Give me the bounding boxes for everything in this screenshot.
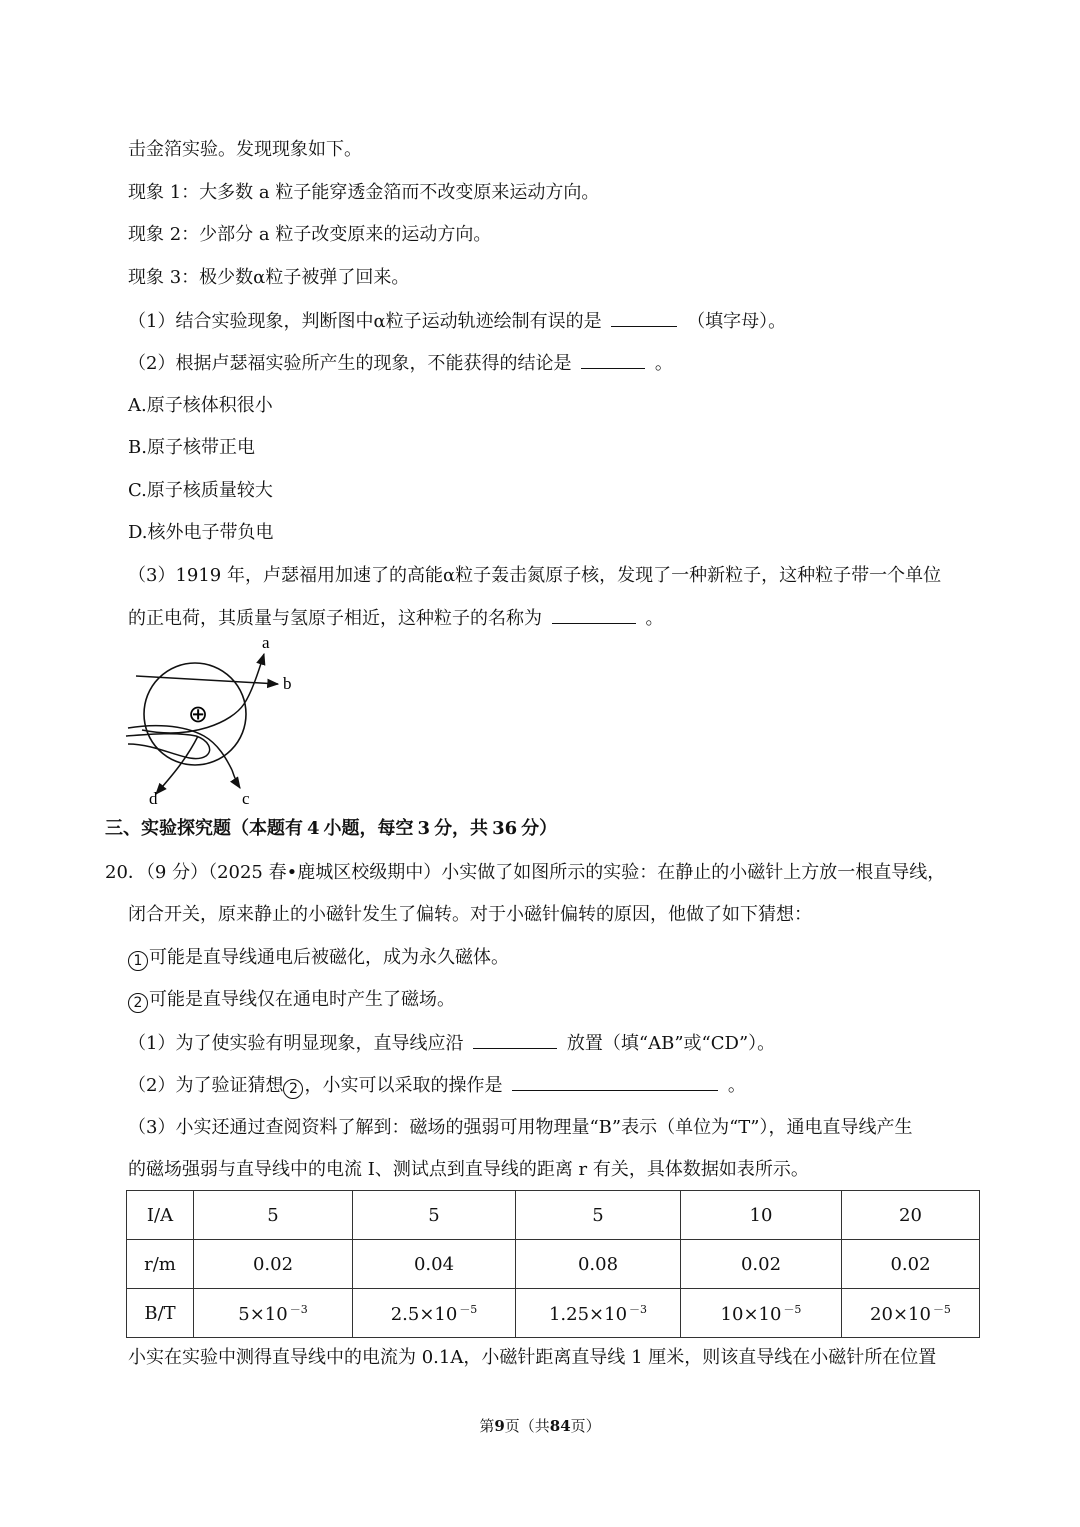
table-cell: 0.02 (194, 1240, 353, 1289)
table-row-field (127, 1289, 980, 1338)
table-cell (516, 1289, 681, 1338)
question-2-suffix: 。 (654, 353, 673, 374)
answer-blank-5[interactable] (512, 1072, 718, 1091)
q20-sub-3-line-2: 的磁场强弱与直导线中的电流 I、测试点到直导线的距离 r 有关，具体数据如表所示。 (128, 1159, 809, 1180)
table-cell: 0.02 (681, 1240, 842, 1289)
q20-sub-2-text-2: ，小实可以采取的操作是 (304, 1075, 503, 1096)
q20-sub-2-text: （2）为了验证猜想 (128, 1075, 284, 1096)
nucleus-icon: ⊕ (187, 700, 209, 728)
section-heading (105, 816, 557, 842)
q20-sub-3-line-1: （3）小实还通过查阅资料了解到：磁场的强弱可用物理量“B”表示（单位为“T”），通电直导线产生 (128, 1117, 913, 1138)
question-1-text: （1）结合实验现象，判断图中α粒子运动轨迹绘制有误的是 (128, 311, 602, 332)
option-c: C.原子核质量较大 (128, 480, 273, 501)
q20-continuation: 小实在实验中测得直导线中的电流为 0.1A，小磁针距离直导线 1 厘米，则该直导线在小磁针所在位置 (128, 1347, 937, 1368)
text-phenomenon-2: 现象 2：少部分 a 粒子改变原来的运动方向。 (128, 224, 492, 245)
table-header-cell: B/T (127, 1289, 194, 1338)
guess-1-number: 1 (128, 951, 148, 971)
guess-2 (128, 987, 455, 1013)
table-cell (842, 1289, 980, 1338)
section-heading-text-2: 小题，每空 (323, 818, 414, 839)
question-1-suffix: （填字母）。 (687, 311, 787, 332)
table-cell: 0.04 (353, 1240, 516, 1289)
label-c: c (242, 789, 250, 808)
option-a: A.原子核体积很小 (128, 395, 273, 416)
page-total: 84 (549, 1417, 571, 1435)
question-3-suffix: 。 (645, 608, 664, 629)
option-b: B.原子核带正电 (128, 437, 255, 458)
answer-blank-1[interactable] (611, 308, 677, 327)
guess-1-text: 可能是直导线通电后被磁化，成为永久磁体。 (149, 947, 509, 968)
question-3-line-2 (128, 605, 663, 632)
guess-2-number: 2 (128, 993, 148, 1013)
q20-line-1: 20．（9 分）（2025 春•鹿城区校级期中）小实做了如图所示的实验：在静止的小磁针上方放一根直导线， (105, 862, 946, 883)
table-cell: 0.02 (842, 1240, 980, 1289)
section-heading-text-4: 分） (521, 818, 558, 839)
table-row-current (127, 1191, 980, 1240)
label-d: d (149, 789, 158, 808)
field-value: 1.25×10 (548, 1304, 628, 1325)
data-table (126, 1190, 980, 1338)
page-number: 9 (494, 1417, 505, 1435)
table-cell (681, 1289, 842, 1338)
section-heading-text: 三、实验探究题（本题有 (105, 818, 303, 839)
table-cell (194, 1289, 353, 1338)
question-3-line-1: （3）1919 年，卢瑟福用加速了的高能α粒子轰击氮原子核，发现了一种新粒子，这种粒子带一个单位 (128, 565, 942, 586)
question-2 (128, 350, 673, 377)
guess-1 (128, 945, 509, 971)
field-exponent: －5 (783, 1303, 802, 1316)
question-3-text: 的正电荷，其质量与氢原子相近，这种粒子的名称为 (128, 608, 542, 629)
section-points-per-blank: 3 (417, 818, 431, 839)
q20-sub-2 (128, 1072, 746, 1099)
footer-text-2: 页（共 (504, 1417, 550, 1435)
q20-sub-1 (128, 1030, 775, 1057)
table-cell: 20 (842, 1191, 980, 1240)
table-cell: 5 (194, 1191, 353, 1240)
field-value: 2.5×10 (390, 1304, 458, 1325)
field-value: 20×10 (870, 1304, 931, 1325)
section-question-count: 4 (307, 818, 320, 839)
field-exponent: －3 (629, 1303, 648, 1316)
question-2-text: （2）根据卢瑟福实验所产生的现象，不能获得的结论是 (128, 353, 572, 374)
table-cell: 5 (353, 1191, 516, 1240)
question-1 (128, 308, 786, 335)
label-a: a (262, 633, 270, 652)
field-exponent: －3 (289, 1303, 308, 1316)
table-cell: 5 (516, 1191, 681, 1240)
label-b: b (283, 674, 292, 693)
alpha-scattering-figure (122, 632, 322, 812)
answer-blank-2[interactable] (581, 350, 645, 369)
field-value: 10×10 (720, 1304, 782, 1325)
field-value: 5×10 (238, 1304, 288, 1325)
text-line-1: 击金箔实验。发现现象如下。 (128, 139, 362, 160)
q20-sub-1-suffix: 放置（填“AB”或“CD”）。 (566, 1033, 776, 1054)
q20-sub-1-text: （1）为了使实验有明显现象，直导线应沿 (128, 1033, 464, 1054)
section-heading-text-3: 分，共 (434, 818, 489, 839)
option-d: D.核外电子带负电 (128, 522, 274, 543)
table-header-cell: r/m (127, 1240, 194, 1289)
table-header-cell: I/A (127, 1191, 194, 1240)
table-cell: 10 (681, 1191, 842, 1240)
q20-sub-2-suffix: 。 (727, 1075, 746, 1096)
text-phenomenon-3: 现象 3：极少数α粒子被弹了回来。 (128, 267, 410, 288)
answer-blank-4[interactable] (473, 1030, 557, 1049)
guess-2-ref: 2 (283, 1079, 303, 1099)
page-footer (0, 1416, 1080, 1436)
table-cell (353, 1289, 516, 1338)
footer-text: 第 (479, 1417, 495, 1435)
table-cell: 0.08 (516, 1240, 681, 1289)
field-exponent: －5 (932, 1303, 951, 1316)
footer-text-3: 页） (570, 1417, 601, 1435)
text-phenomenon-1: 现象 1：大多数 a 粒子能穿透金箔而不改变原来运动方向。 (128, 182, 600, 203)
q20-line-2: 闭合开关，原来静止的小磁针发生了偏转。对于小磁针偏转的原因，他做了如下猜想： (128, 904, 812, 925)
table-row-distance (127, 1240, 980, 1289)
answer-blank-3[interactable] (552, 605, 636, 624)
guess-2-text: 可能是直导线仅在通电时产生了磁场。 (149, 989, 455, 1010)
section-total-points: 36 (492, 818, 518, 839)
trajectory-c (232, 770, 240, 788)
field-exponent: －5 (459, 1303, 478, 1316)
